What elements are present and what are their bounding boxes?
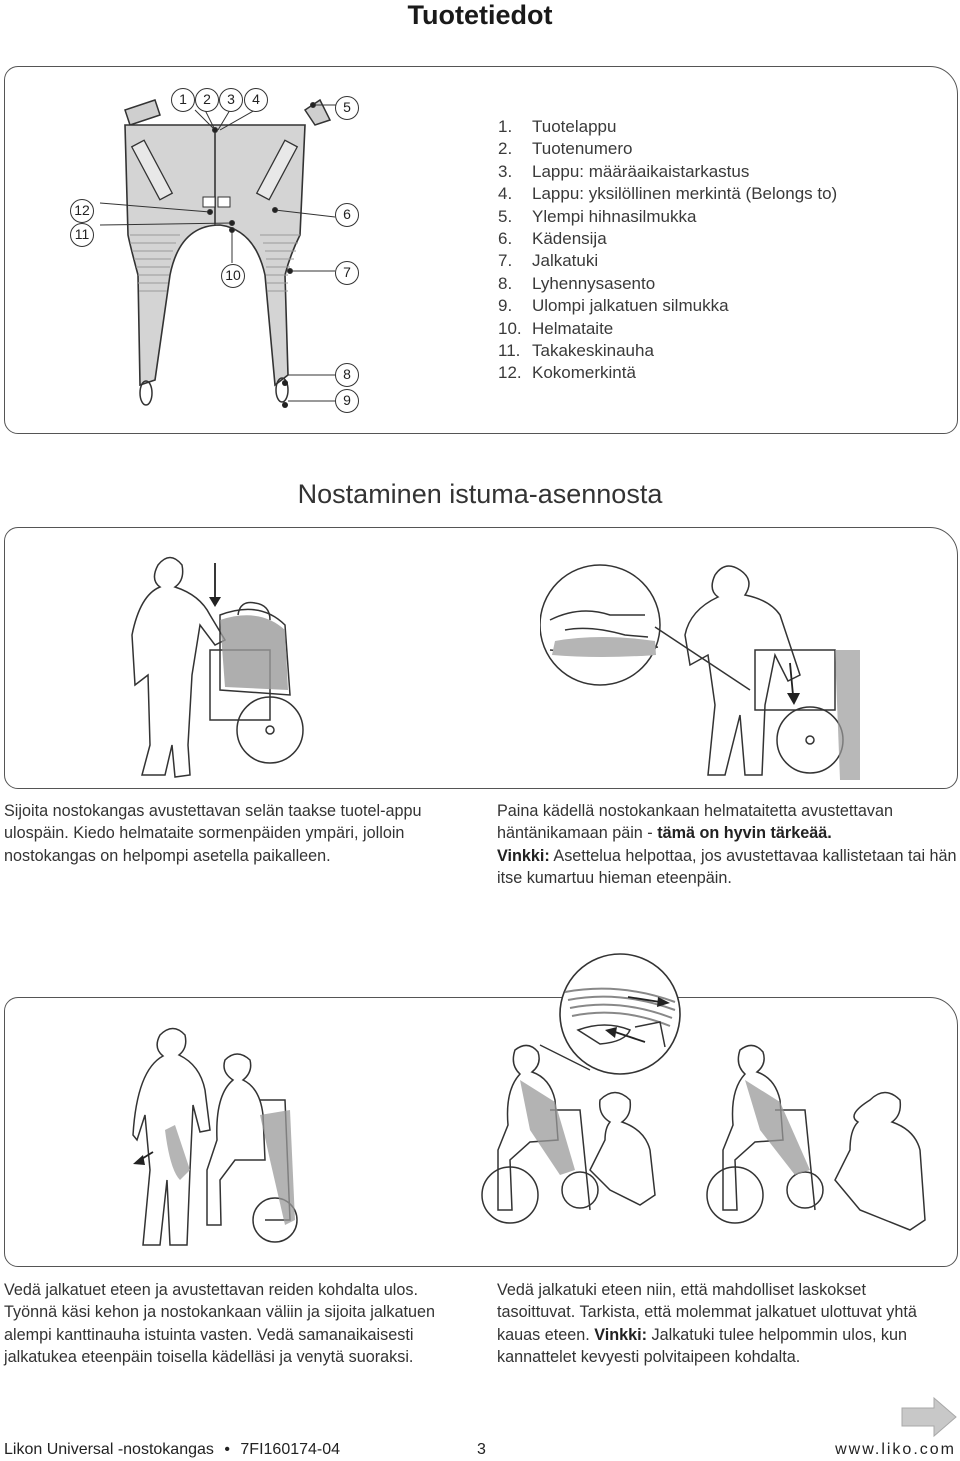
illustration-step1 <box>120 545 320 785</box>
next-page-arrow-icon <box>900 1396 958 1438</box>
section-title: Nostaminen istuma-asennosta <box>297 479 663 509</box>
callout-10: 10 <box>221 264 245 288</box>
legend-item: 6. Kädensija <box>498 229 607 249</box>
callout-6: 6 <box>335 203 359 227</box>
illustration-step2 <box>540 555 860 785</box>
callout-4: 4 <box>244 88 268 112</box>
callout-1: 1 <box>171 88 195 112</box>
legend-item: 9. Ulompi jalkatuen silmukka <box>498 296 729 316</box>
callout-7: 7 <box>335 261 359 285</box>
illustration-step3 <box>125 1020 325 1260</box>
callout-8: 8 <box>335 363 359 387</box>
legend-item: 1. Tuotelappu <box>498 117 617 136</box>
legend-item: 7. Jalkatuki <box>498 251 599 271</box>
legend-item: 4. Lappu: yksilöllinen merkintä (Belongs to) <box>498 184 838 204</box>
callout-12: 12 <box>70 199 94 223</box>
step2-text: Paina kädellä nostokankaan helmataitetta avustettavan häntänikamaan päin - tämä on hyvin tärkeää. Vinkki: Asettelua helpottaa, jos avustettavaa kallistetaan tai hän itse kumartuu hieman eteenpäin. <box>497 802 957 888</box>
step4-text: Vedä jalkatuki eteen niin, että mahdolliset laskokset tasoittuvat. Tarkista, että molemmat jalkatuet ulottuvat yhtä kauas eteen. Vinkki: Jalkatuki tulee helpommin ulos, kun kannattelet kevyesti polvitaipeen kohdalta. <box>497 1281 917 1367</box>
step1-text: Sijoita nostokangas avustettavan selän taakse tuotel-appu ulospäin. Kiedo helmataite sormenpäiden ympäri, jolloin nostokangas on helpompi asetella paikalleen. <box>4 802 422 865</box>
right-strap <box>305 100 330 125</box>
page-number: 3 <box>477 1441 486 1458</box>
parts-legend <box>498 116 837 385</box>
illustration-step4 <box>480 1040 940 1260</box>
callout-3: 3 <box>219 88 243 112</box>
callout-9: 9 <box>335 389 359 413</box>
step3-text: Vedä jalkatuet eteen ja avustettavan reiden kohdalta ulos. Työnnä käsi kehon ja nostokankaan väliin ja sijoita jalkatuen alempi kanttinauha istuinta vasten. Vedä samanaikaisesti jalkatukea eteenpäin toisella kädelläsi ja venytä suoraksi. <box>4 1281 436 1367</box>
left-strap <box>125 100 160 125</box>
footer-product: Likon Universal -nostokangas • 7FI160174-04 <box>4 1441 341 1458</box>
legend-item: 12. Kokomerkintä <box>498 363 636 383</box>
legend-item: 10. Helmataite <box>498 318 614 338</box>
legend-item: 5. Ylempi hihnasilmukka <box>498 206 697 226</box>
legend-item: 3. Lappu: määräaikaistarkastus <box>498 161 750 181</box>
footer-website[interactable]: www.liko.com <box>835 1441 956 1458</box>
legend-item: 2. Tuotenumero <box>498 139 633 159</box>
page-title: Tuotetiedot <box>407 0 553 30</box>
legend-item: 8. Lyhennysasento <box>498 273 656 293</box>
callout-5: 5 <box>335 96 359 120</box>
callout-11: 11 <box>70 223 94 247</box>
callout-2: 2 <box>195 88 219 112</box>
legend-item: 11. Takakeskinauha <box>498 341 654 361</box>
